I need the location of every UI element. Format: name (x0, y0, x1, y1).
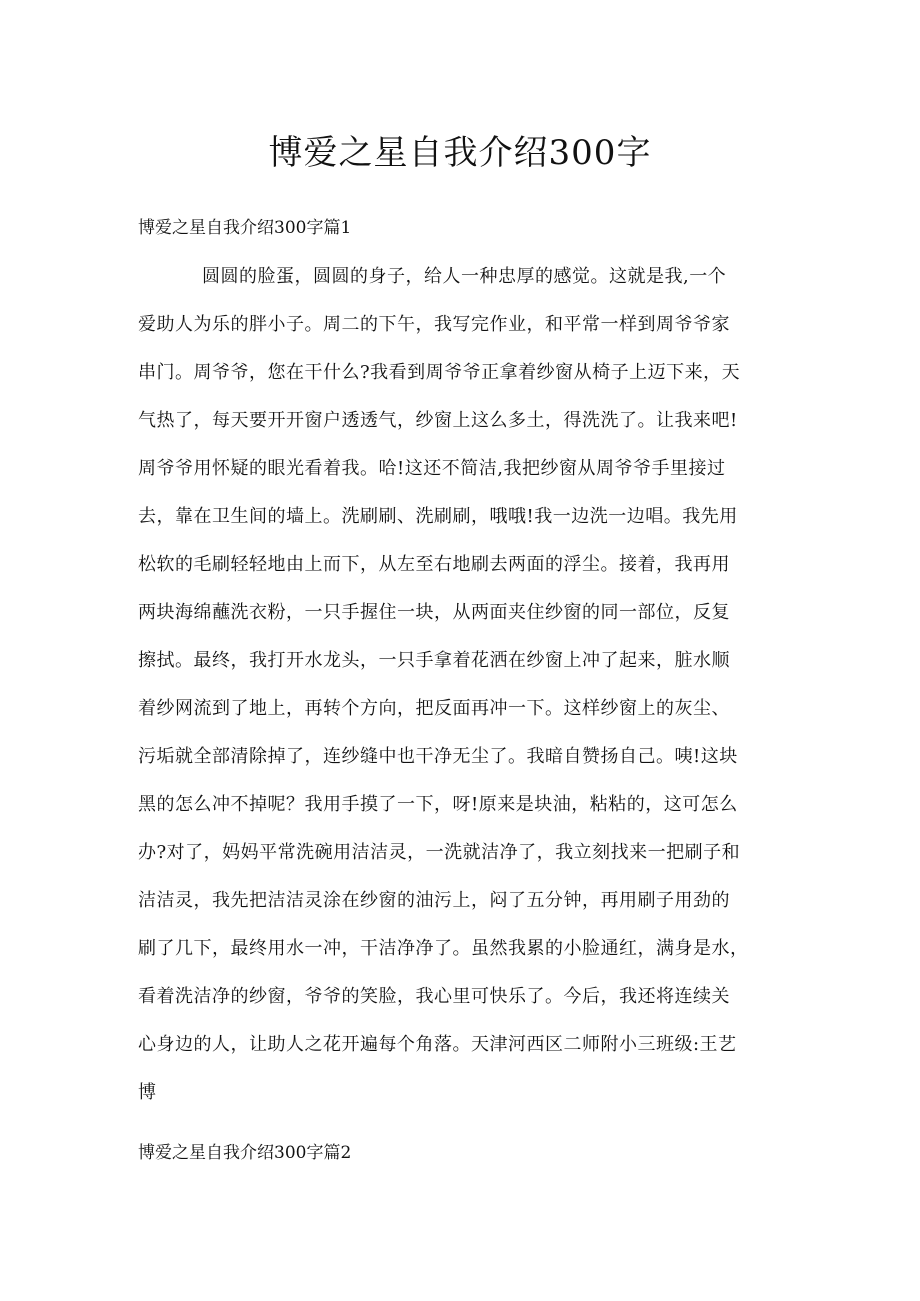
paragraph-line: 松软的毛刷轻轻地由上而下，从左至右地刷去两面的浮尘。接着，我再用 (138, 554, 730, 575)
paragraph-line: 洁洁灵，我先把洁洁灵涂在纱窗的油污上，闷了五分钟，再用刷子用劲的 (138, 890, 730, 911)
paragraph-line: 着纱网流到了地上，再转个方向，把反面再冲一下。这样纱窗上的灰尘、 (138, 698, 730, 719)
paragraph-line: 看着洗洁净的纱窗，爷爷的笑脸，我心里可快乐了。今后，我还将连续关 (138, 986, 730, 1007)
paragraph-line: 办?对了，妈妈平常洗碗用洁洁灵，一洗就洁净了，我立刻找来一把刷子和 (138, 842, 741, 863)
paragraph-line: 污垢就全部清除掉了，连纱缝中也干净无尘了。我暗自赞扬自己。咦!这块 (138, 746, 738, 767)
paragraph-line: 刷了几下，最终用水一冲，干洁净净了。虽然我累的小脸通红，满身是水， (138, 938, 749, 959)
paragraph-line: 去，靠在卫生间的墙上。洗刷刷、洗刷刷，哦哦!我一边洗一边唱。我先用 (138, 506, 738, 527)
paragraph-line: 气热了，每天要开开窗户透透气，纱窗上这么多土，得洗洗了。让我来吧! (138, 410, 738, 431)
paragraph-line: 圆圆的脸蛋，圆圆的身子，给人一种忠厚的感觉。这就是我,一个 (202, 266, 727, 287)
paragraph-line: 心身边的人，让助人之花开遍每个角落。天津河西区二师附小三班级:王艺 (138, 1034, 737, 1055)
paragraph-line: 周爷爷用怀疑的眼光看着我。哈!这还不简洁,我把纱窗从周爷爷手里接过 (138, 458, 726, 479)
section-heading-1: 博爱之星自我介绍300字篇1 (138, 218, 352, 238)
paragraph-line: 擦拭。最终，我打开水龙头，一只手拿着花洒在纱窗上冲了起来，脏水顺 (138, 650, 730, 671)
document-title: 博爱之星自我介绍300字 (268, 133, 652, 173)
paragraph-line: 两块海绵蘸洗衣粉，一只手握住一块，从两面夹住纱窗的同一部位，反复 (138, 602, 730, 623)
paragraph-line: 博 (138, 1082, 157, 1103)
section-heading-2: 博爱之星自我介绍300字篇2 (138, 1143, 352, 1163)
paragraph-line: 爱助人为乐的胖小子。周二的下午，我写完作业，和平常一样到周爷爷家 (138, 314, 730, 335)
paragraph-line: 黑的怎么冲不掉呢？我用手摸了一下，呀!原来是块油，粘粘的，这可怎么 (138, 794, 738, 815)
paragraph-line: 串门。周爷爷，您在干什么?我看到周爷爷正拿着纱窗从椅子上迈下来，天 (138, 362, 741, 383)
